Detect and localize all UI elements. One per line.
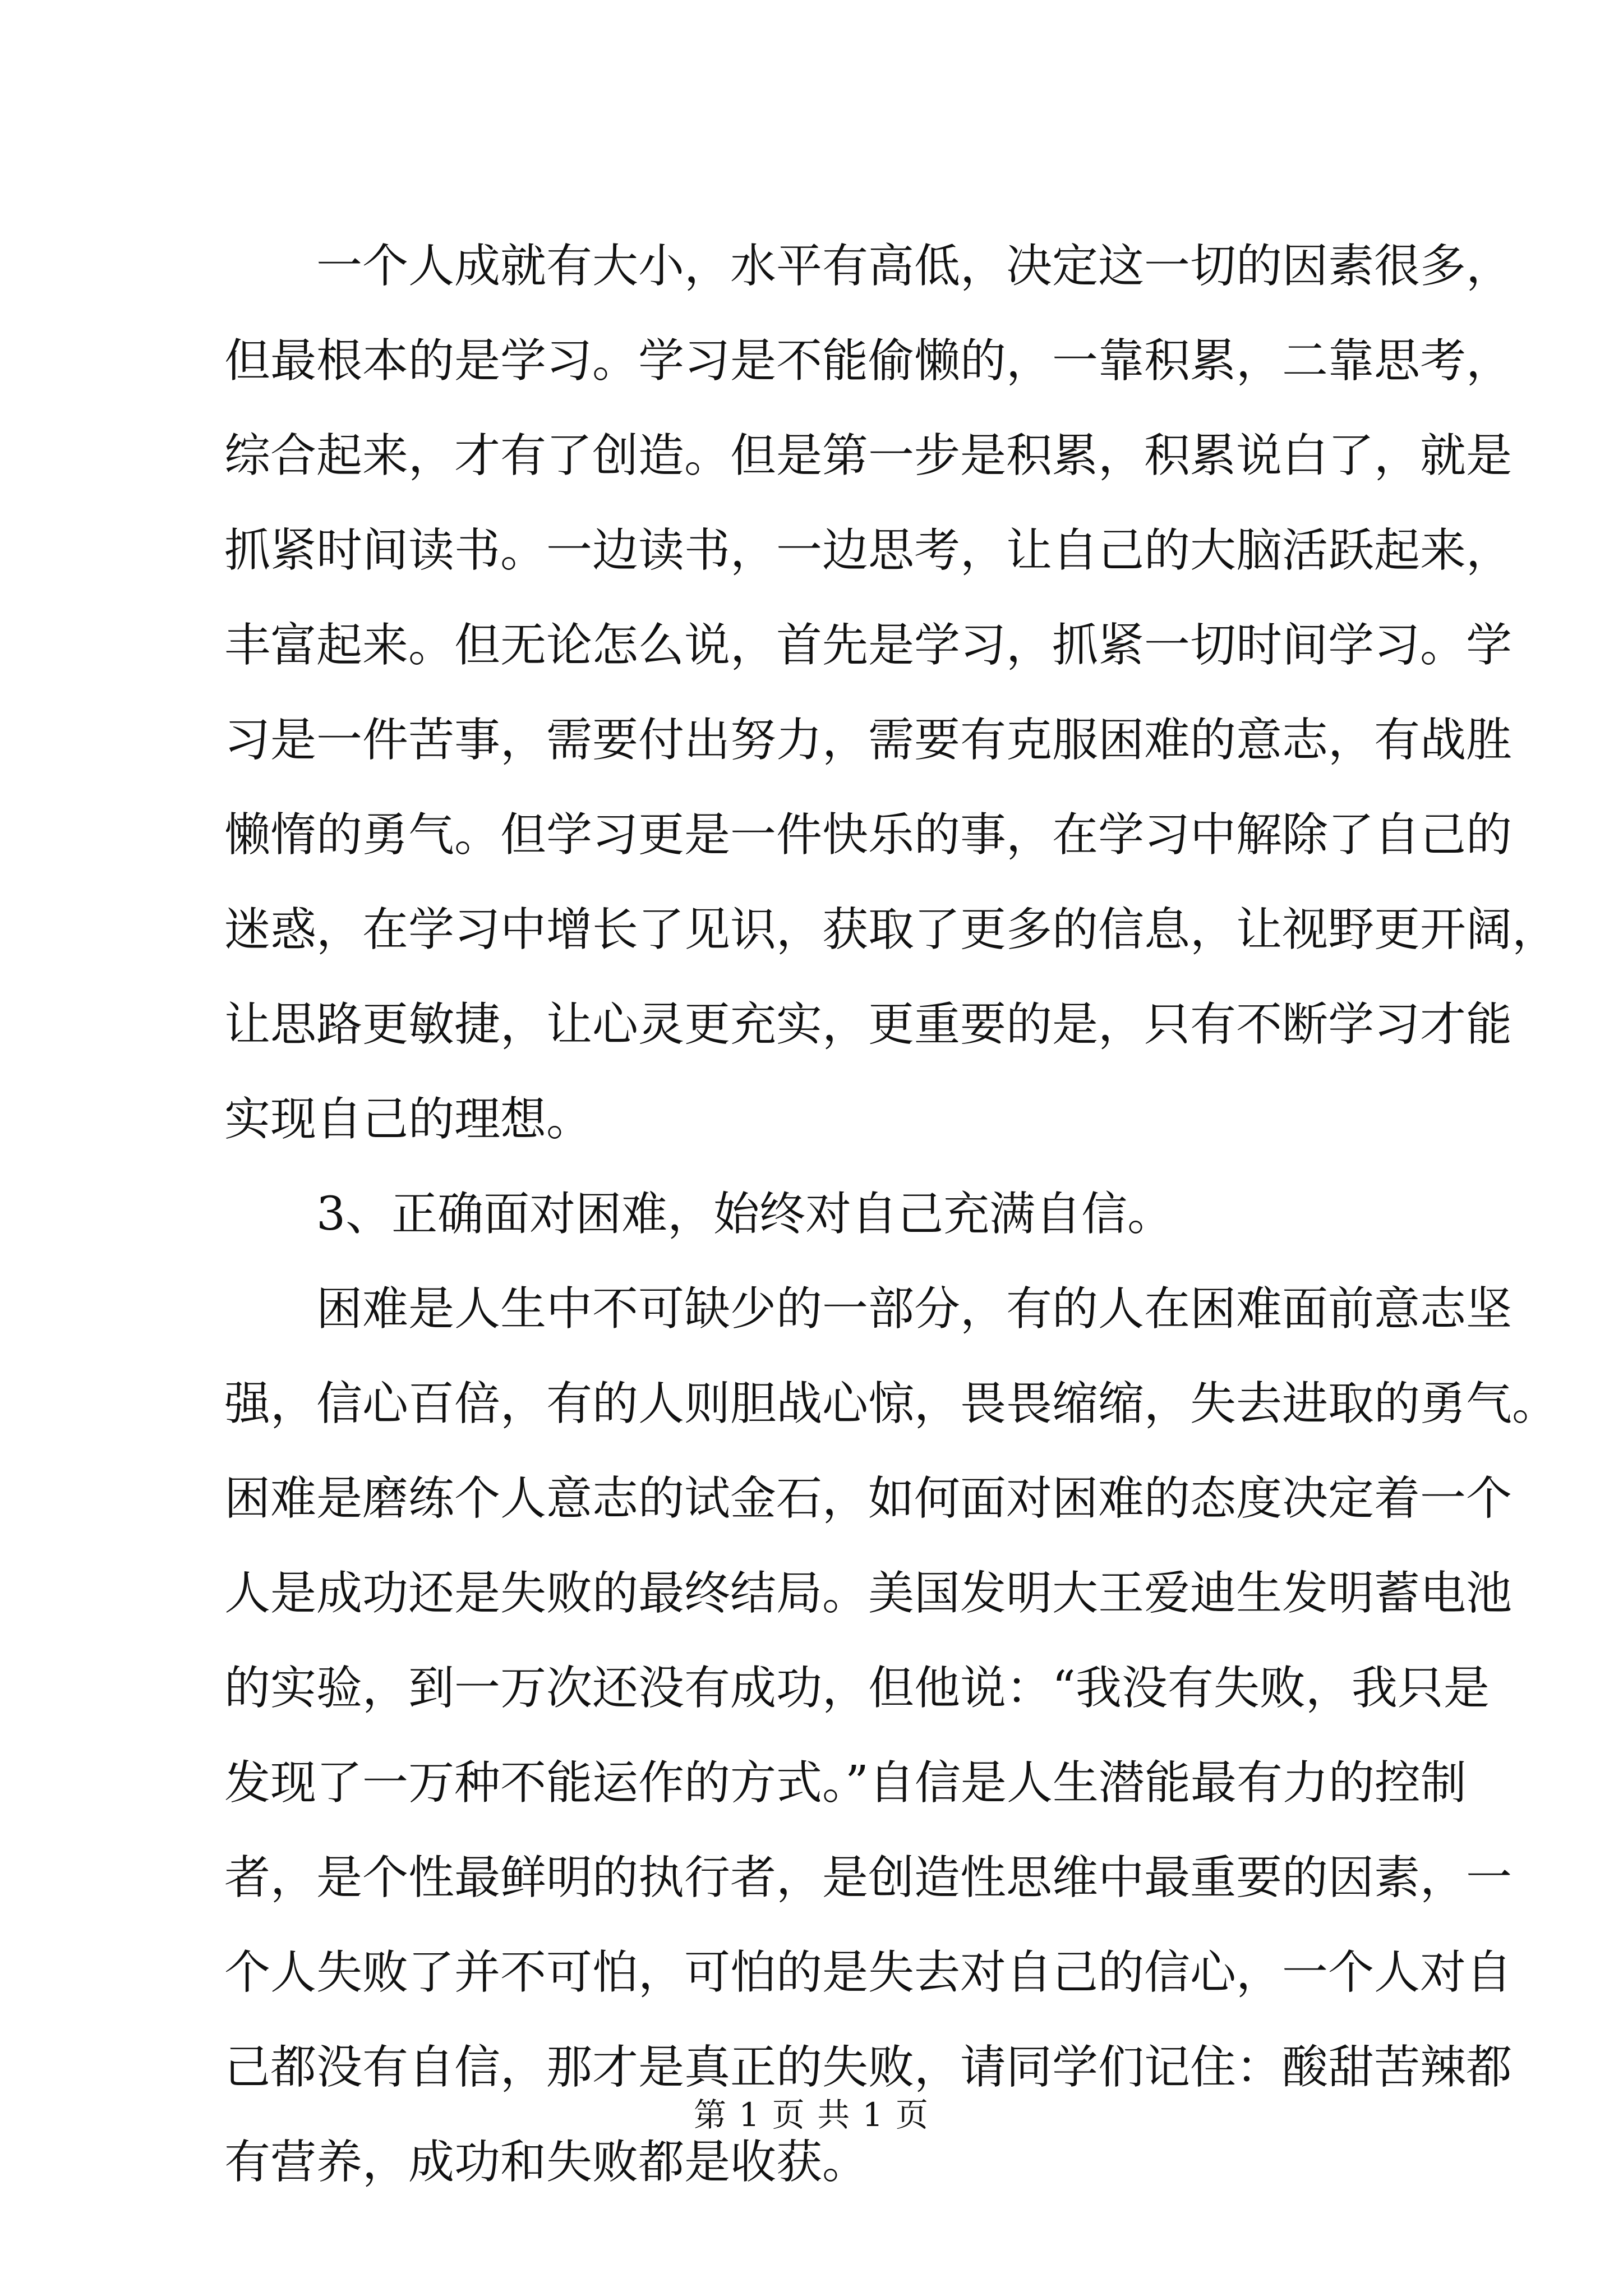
text-line: 个人失败了并不可怕，可怕的是失去对自己的信心，一个人对自 <box>224 1946 1513 1999</box>
text-line: 懒惰的勇气。但学习更是一件快乐的事，在学习中解除了自己的 <box>224 808 1513 862</box>
text-line: 但最根本的是学习。学习是不能偷懒的，一靠积累，二靠思考， <box>224 334 1513 388</box>
text-line: 困难是人生中不可缺少的一部分，有的人在困难面前意志坚 <box>316 1282 1513 1336</box>
text-line: 丰富起来。但无论怎么说，首先是学习，抓紧一切时间学习。学 <box>224 619 1513 672</box>
text-line: 困难是磨练个人意志的试金石，如何面对困难的态度决定着一个 <box>224 1472 1513 1525</box>
text-line: 强，信心百倍，有的人则胆战心惊，畏畏缩缩，失去进取的勇气。 <box>224 1377 1559 1430</box>
text-line: 发现了一万种不能运作的方式。”自信是人生潜能最有力的控制 <box>224 1756 1467 1810</box>
text-line: 抓紧时间读书。一边读书，一边思考，让自己的大脑活跃起来， <box>224 524 1513 577</box>
text-line: 己都没有自信，那才是真正的失败，请同学们记住：酸甜苦辣都 <box>224 2041 1513 2094</box>
section-heading: 3、正确面对困难，始终对自己充满自信。 <box>316 1188 1174 1241</box>
text-line: 者，是个性最鲜明的执行者，是创造性思维中最重要的因素，一 <box>224 1851 1513 1904</box>
page-footer: 第 1 页 共 1 页 <box>694 2096 929 2134</box>
document-body <box>224 219 1559 2210</box>
text-line: 让思路更敏捷，让心灵更充实，更重要的是，只有不断学习才能 <box>224 998 1513 1051</box>
text-line: 综合起来，才有了创造。但是第一步是积累，积累说白了，就是 <box>224 429 1513 482</box>
text-line: 一个人成就有大小，水平有高低，决定这一切的因素很多， <box>316 240 1513 293</box>
text-line: 人是成功还是失败的最终结局。美国发明大王爱迪生发明蓄电池 <box>224 1567 1513 1620</box>
text-line: 习是一件苦事，需要付出努力，需要有克服困难的意志，有战胜 <box>224 714 1513 767</box>
text-line: 的实验，到一万次还没有成功，但他说：“我没有失败，我只是 <box>224 1662 1490 1715</box>
text-line: 实现自己的理想。 <box>224 1093 593 1146</box>
text-line: 有营养，成功和失败都是收获。 <box>224 2136 869 2189</box>
text-line: 迷惑，在学习中增长了见识，获取了更多的信息，让视野更开阔， <box>224 903 1559 956</box>
